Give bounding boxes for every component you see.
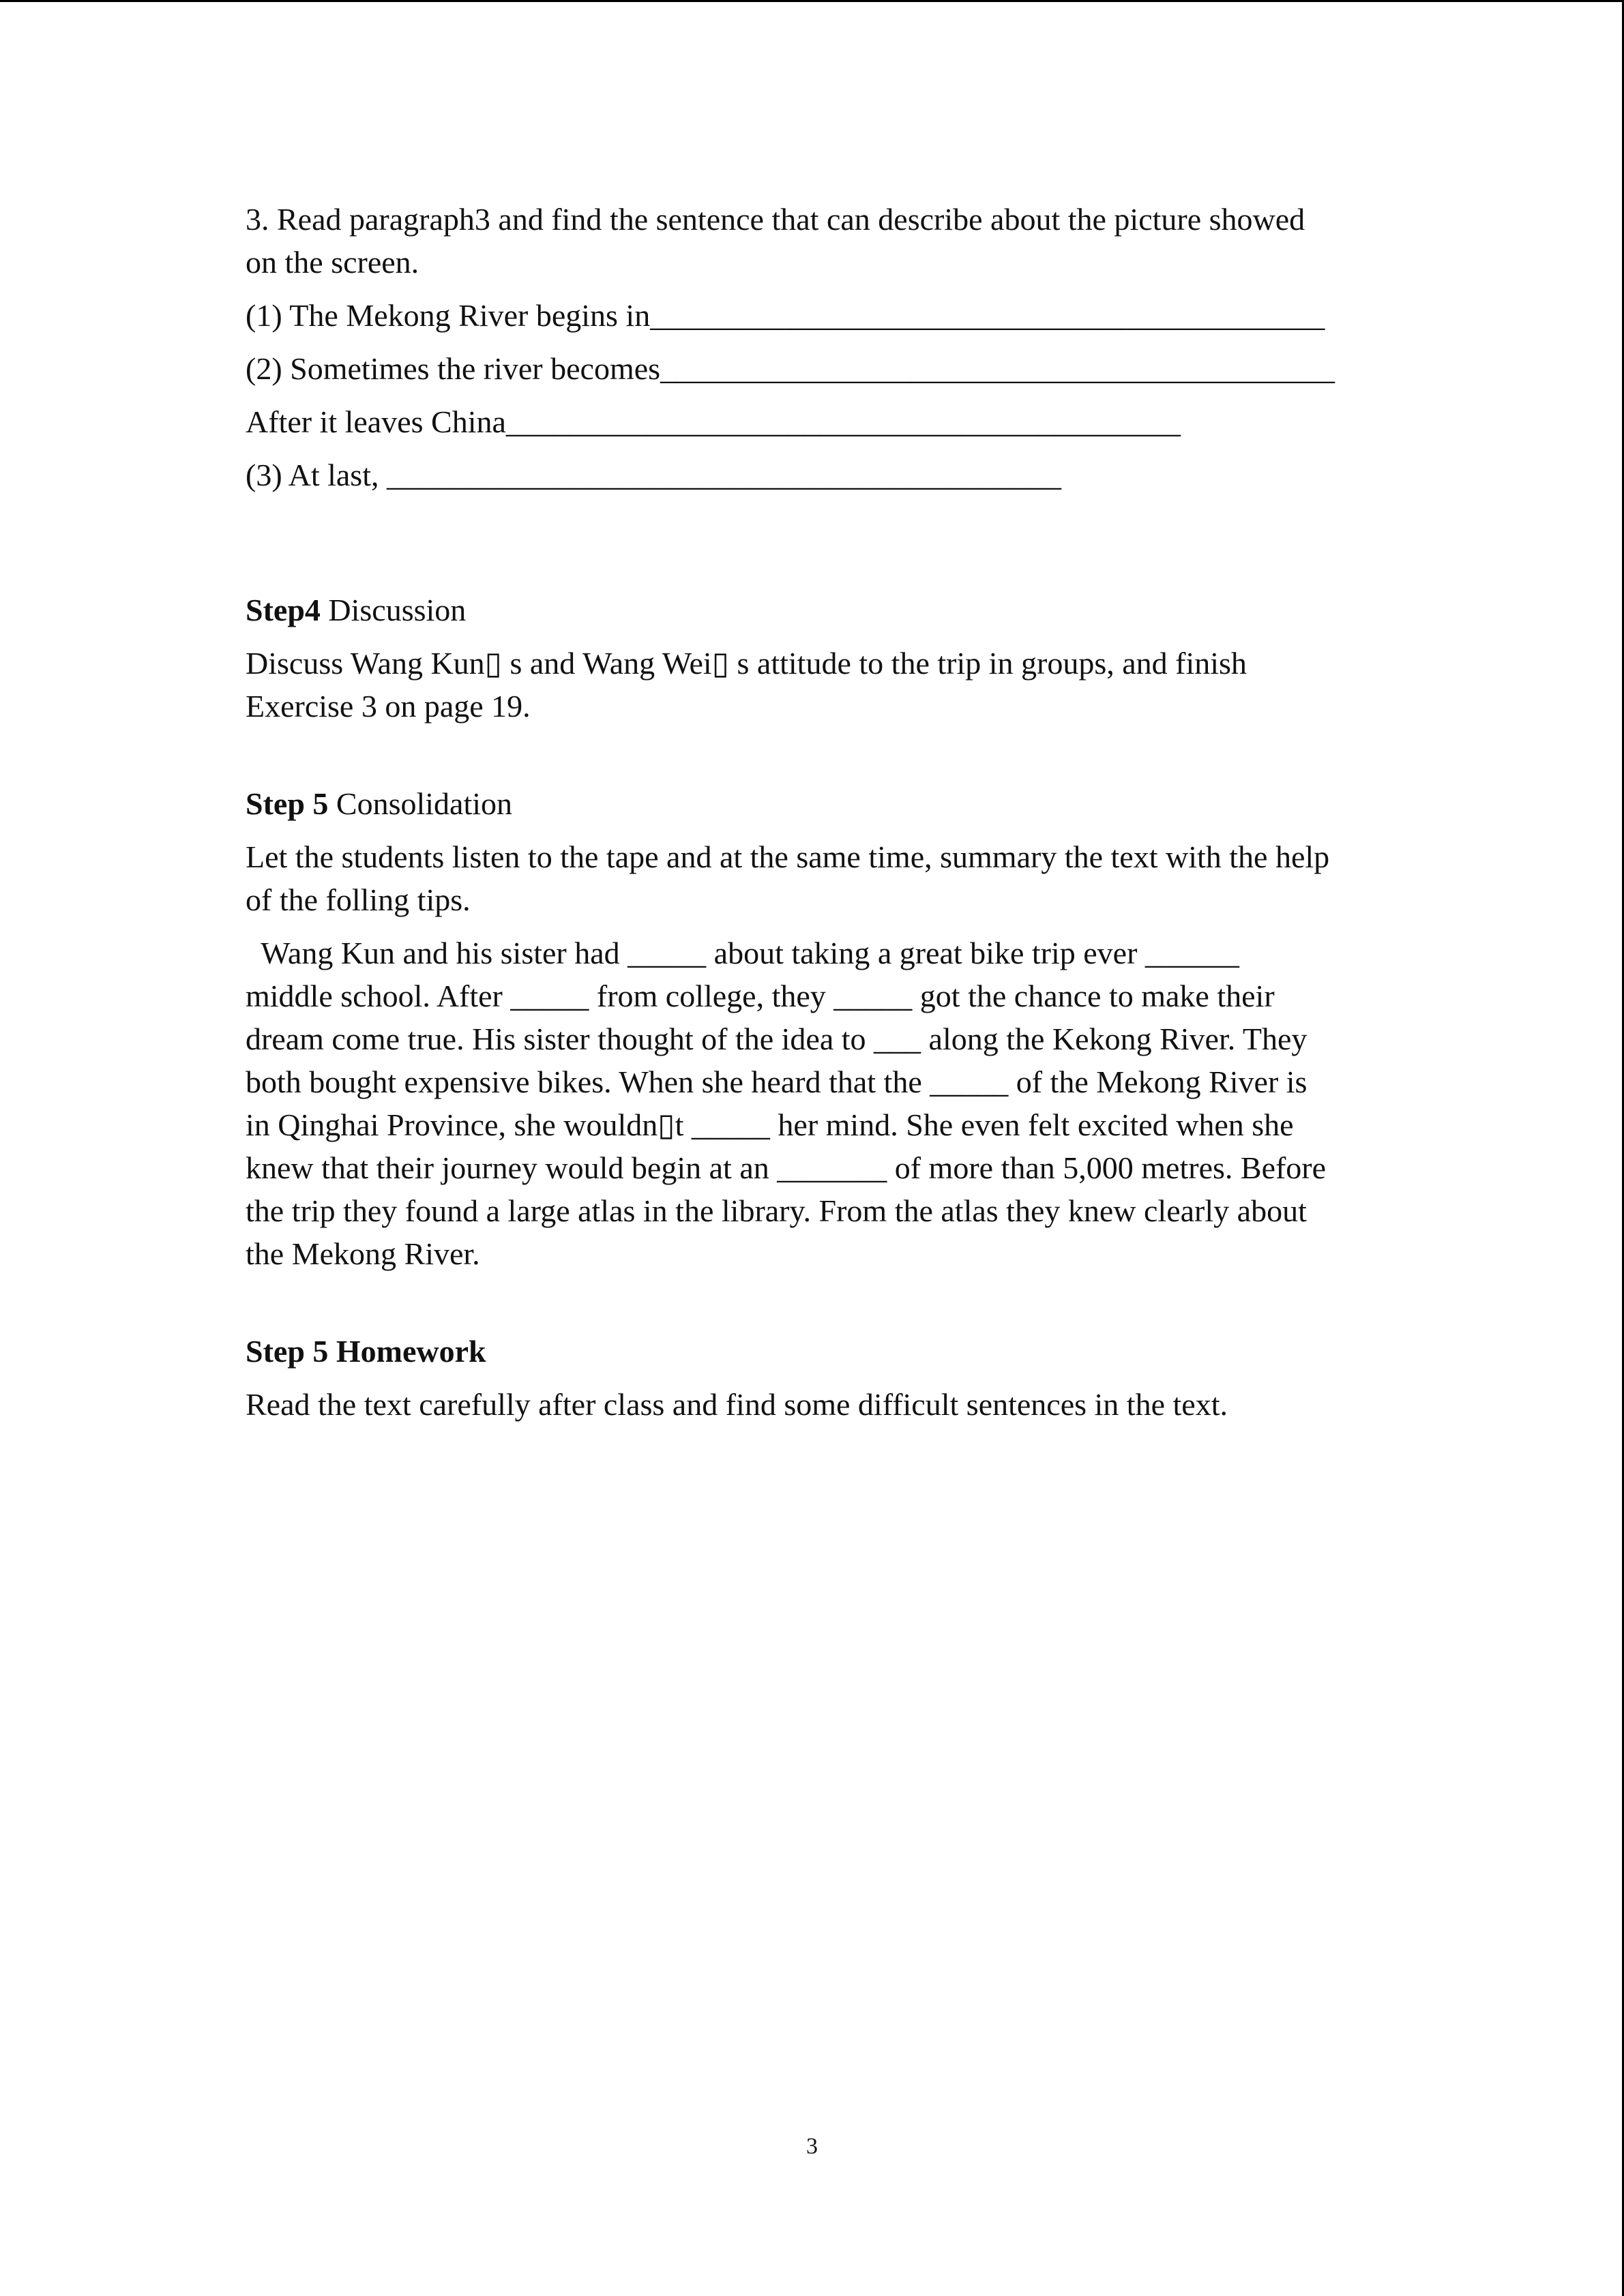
homework-text: Read the text carefully after class and find some difficult sentences in the text. — [246, 1387, 1228, 1422]
cloze-line: Wang Kun and his sister had _____ about taking a great bike trip ever ______ — [246, 936, 1239, 970]
step4-text-line2: Exercise 3 on page 19. — [246, 689, 531, 724]
homework-heading — [246, 1330, 1391, 1373]
step5-intro-line1: Let the students listen to the tape and at the same time, summary the text with the help — [246, 839, 1330, 874]
section3-item2b: After it leaves China___________________________________________ — [246, 404, 1181, 439]
step4-title: Discussion — [320, 593, 467, 627]
page-top-border — [0, 0, 1624, 2]
step5-heading — [246, 782, 1391, 825]
cloze-passage — [246, 931, 1391, 1275]
cloze-line: dream come true. His sister thought of the idea to ___ along the Kekong River. They — [246, 1022, 1308, 1056]
homework-title: Step 5 Homework — [246, 1334, 486, 1369]
step4-text-line1: Discuss Wang Kun▯ s and Wang Wei▯ s attitude to the trip in groups, and finish — [246, 646, 1247, 681]
step5-label: Step 5 — [246, 786, 329, 821]
step5-intro-line2: of the folling tips. — [246, 882, 471, 917]
section3-item1: (1) The Mekong River begins in___________________________________________ — [246, 298, 1325, 333]
cloze-line: middle school. After _____ from college, they _____ got the chance to make their — [246, 979, 1275, 1013]
page-number: 3 — [806, 2134, 818, 2159]
cloze-line: knew that their journey would begin at an _______ of more than 5,000 metres. Before — [246, 1150, 1327, 1185]
section3-instruction-line1: 3. Read paragraph3 and find the sentence that can describe about the picture showed — [246, 202, 1305, 237]
step5-title: Consolidation — [328, 786, 513, 821]
section3-item2: (2) Sometimes the river becomes___________________________________________ — [246, 351, 1335, 386]
cloze-line: the Mekong River. — [246, 1236, 480, 1271]
step4-label: Step4 — [246, 593, 321, 627]
document-body — [246, 198, 1391, 1426]
cloze-line: the trip they found a large atlas in the library. From the atlas they knew clearly about — [246, 1193, 1307, 1228]
section3-item3: (3) At last, ___________________________________________ — [246, 458, 1061, 492]
step4-heading — [246, 588, 1391, 631]
cloze-line: in Qinghai Province, she wouldn▯t _____ her mind. She even felt excited when she — [246, 1107, 1294, 1142]
section3-instruction-line2: on the screen. — [246, 245, 419, 280]
cloze-line: both bought expensive bikes. When she heard that the _____ of the Mekong River is — [246, 1064, 1308, 1099]
